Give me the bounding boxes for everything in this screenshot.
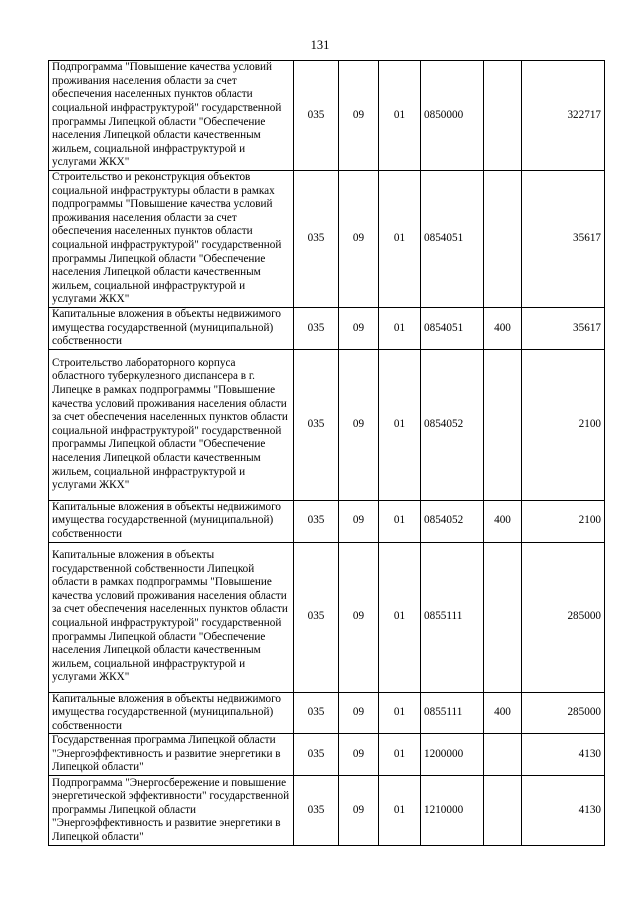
table-row (49, 500, 605, 542)
target-article-code: 0854051 (421, 307, 484, 349)
amount: 4130 (522, 776, 605, 846)
page-number: 131 (310, 38, 330, 52)
amount: 4130 (522, 734, 605, 776)
target-article-code: 0850000 (421, 61, 484, 171)
ved-code: 035 (294, 171, 339, 308)
amount: 322717 (522, 61, 605, 171)
target-article-code: 1200000 (421, 734, 484, 776)
expense-type-code (484, 776, 522, 846)
target-article-code: 0854052 (421, 349, 484, 500)
row-name: Капитальные вложения в объекты недвижимого имущества государственной (муниципальной) собственности (49, 307, 294, 349)
ved-code: 035 (294, 692, 339, 734)
amount: 285000 (522, 692, 605, 734)
row-name: Капитальные вложения в объекты недвижимого имущества государственной (муниципальной) собственности (49, 500, 294, 542)
ved-code: 035 (294, 307, 339, 349)
target-article-code: 0855111 (421, 542, 484, 692)
section-code: 09 (339, 776, 379, 846)
row-name: Строительство и реконструкция объектов социальной инфраструктуры области в рамках подпрограммы "Повышение качества условий проживания населения области за счет обеспечения населенных пунктов области социальной инфраструктурой" государственной программы Липецкой области "Обеспечение населения Липецкой области качественным жильем, социальной инфраструктурой и услугами ЖКХ" (49, 171, 294, 308)
expense-type-code (484, 171, 522, 308)
expense-type-code: 400 (484, 307, 522, 349)
expense-type-code: 400 (484, 692, 522, 734)
table-row (49, 349, 605, 500)
subsection-code: 01 (379, 776, 421, 846)
expense-type-code (484, 734, 522, 776)
target-article-code: 0854052 (421, 500, 484, 542)
ved-code: 035 (294, 734, 339, 776)
target-article-code: 0855111 (421, 692, 484, 734)
row-name: Подпрограмма "Повышение качества условий проживания населения области за счет обеспечения населенных пунктов области социальной инфраструктурой" государственной программы Липецкой области "Обеспечение населения Липецкой области качественным жильем, социальной инфраструктурой и услугами ЖКХ" (49, 61, 294, 171)
section-code: 09 (339, 692, 379, 734)
table-row (49, 171, 605, 308)
subsection-code: 01 (379, 349, 421, 500)
table-row (49, 692, 605, 734)
section-code: 09 (339, 61, 379, 171)
ved-code: 035 (294, 500, 339, 542)
subsection-code: 01 (379, 692, 421, 734)
subsection-code: 01 (379, 500, 421, 542)
amount: 2100 (522, 349, 605, 500)
row-name: Государственная программа Липецкой области "Энергоэффективность и развитие энергетики в Липецкой области" (49, 734, 294, 776)
expense-type-code: 400 (484, 500, 522, 542)
amount: 35617 (522, 171, 605, 308)
target-article-code: 0854051 (421, 171, 484, 308)
amount: 285000 (522, 542, 605, 692)
row-name: Капитальные вложения в объекты государственной собственности Липецкой области в рамках подпрограммы "Повышение качества условий проживания населения области за счет обеспечения населенных пунктов области социальной инфраструктурой" государственной программы Липецкой области "Обеспечение населения Липецкой области качественным жильем, социальной инфраструктурой и услугами ЖКХ" (49, 542, 294, 692)
budget-table (48, 60, 605, 846)
section-code: 09 (339, 307, 379, 349)
section-code: 09 (339, 542, 379, 692)
section-code: 09 (339, 500, 379, 542)
row-name: Подпрограмма "Энергосбережение и повышение энергетической эффективности" государственной программы Липецкой области "Энергоэффективность и развитие энергетики в Липецкой области" (49, 776, 294, 846)
ved-code: 035 (294, 776, 339, 846)
row-name: Строительство лабораторного корпуса областного туберкулезного диспансера в г. Липецке в рамках подпрограммы "Повышение качества условий проживания населения области за счет обеспечения населенных пунктов области социальной инфраструктурой" государственной программы Липецкой области "Обеспечение населения Липецкой области качественным жильем, социальной инфраструктурой и услугами ЖКХ" (49, 349, 294, 500)
ved-code: 035 (294, 542, 339, 692)
table-row (49, 734, 605, 776)
subsection-code: 01 (379, 734, 421, 776)
table-row (49, 542, 605, 692)
table-row (49, 307, 605, 349)
ved-code: 035 (294, 61, 339, 171)
expense-type-code (484, 542, 522, 692)
expense-type-code (484, 349, 522, 500)
target-article-code: 1210000 (421, 776, 484, 846)
subsection-code: 01 (379, 307, 421, 349)
table-row (49, 776, 605, 846)
row-name: Капитальные вложения в объекты недвижимого имущества государственной (муниципальной) собственности (49, 692, 294, 734)
expense-type-code (484, 61, 522, 171)
section-code: 09 (339, 349, 379, 500)
section-code: 09 (339, 734, 379, 776)
subsection-code: 01 (379, 61, 421, 171)
subsection-code: 01 (379, 171, 421, 308)
ved-code: 035 (294, 349, 339, 500)
amount: 35617 (522, 307, 605, 349)
subsection-code: 01 (379, 542, 421, 692)
table-row (49, 61, 605, 171)
amount: 2100 (522, 500, 605, 542)
section-code: 09 (339, 171, 379, 308)
